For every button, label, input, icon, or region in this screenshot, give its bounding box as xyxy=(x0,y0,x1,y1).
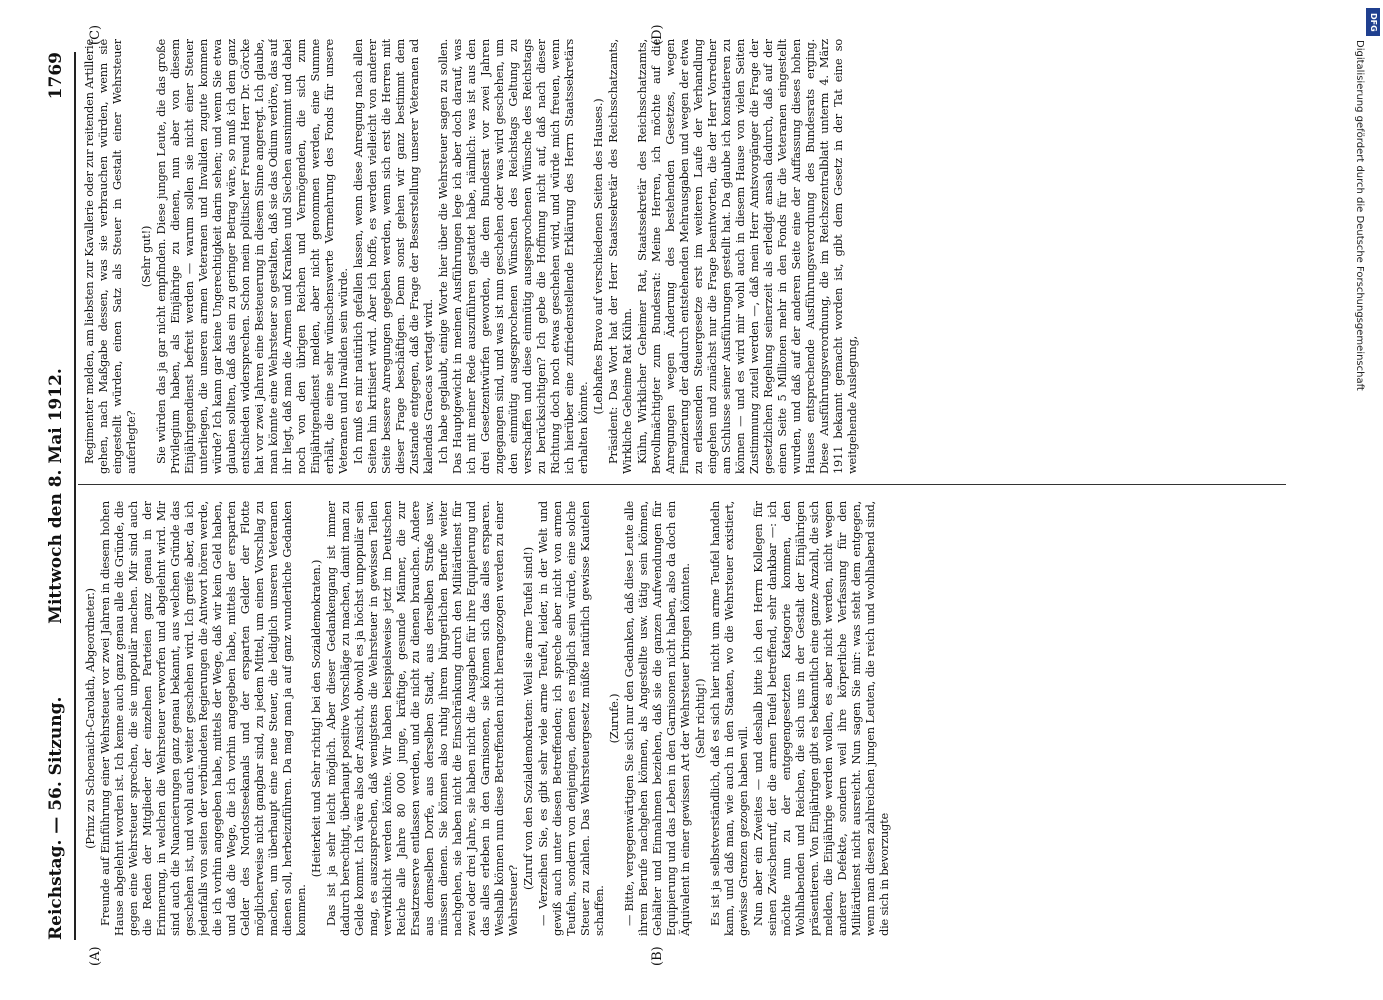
paragraph: Ich muß es mir natürlich gefallen lassen, wenn diese Anregung nach allen Seiten hin kritisiert wird. Aber ich hoffe, es werden vielleicht von anderer Seite bessere Anregungen gegeben werden, wenn sich erst die Herren mit dieser Frage beschäftigen. Denn sonst gehen wir ganz bestimmt dem Zustande entgegen, daß die Frage der Besserstellung unserer Veteranen ad kalendas Graecas vertagt wird. xyxy=(351,39,435,474)
stage-direction: (Sehr richtig!) xyxy=(693,678,707,759)
paragraph: Freunde auf Einführung einer Wehrsteuer vor zwei Jahren in diesem hohen Hause abgelehnt worden ist. Ich kenne auch ganz genau alle die Gründe, die gegen eine Wehrsteuer sprechen, die sie unpopulär machen. Mir sind auch die Reden der Mitglieder der einzelnen Parteien ganz genau in der Erinnerung, in welchen die Wehrsteuer verworfen und abgelehnt wird. Mir sind auch die Nuancierungen ganz genau bekannt, aus welchen Gründe das geschehen ist, und wohl auch weiter geschehen wird. Ich greife aber, da ich jedenfalls von seiten der verbündeten Regierungen die Antwort hören werde, die ich vorhin angegeben habe, mittels der Wege, daß wir kein Geld haben, und daß die Wege, die ich vorhin angegeben habe, mittels der ersparten Gelder des Nordostseekanals und der ersparten Gelder der Flotte möglicherweise nicht gangbar sind, zu jedem Mittel, um einen Vorschlag zu machen, um überhaupt eine neue Steuer, die lediglich unseren Veteranen dienen soll, herbeizuführen. Da mag man ja auf ganz wunderliche Gedanken kommen. xyxy=(98,501,308,936)
right-column xyxy=(82,39,1284,474)
column-divider xyxy=(78,484,1286,485)
page-number: 1769 xyxy=(46,52,66,100)
paragraph: Kühn, Wirklicher Geheimer Rat, Staatssekretär des Reichsschatzamts, Bevollmächtigter zum Bundesrat: Meine Herren, ich möchte auf die Anregungen wegen Änderung des bestehenden Gesetzes, wegen Finanzierung der dadurch entstehenden Mehrausgaben und wegen der etwa zu erlassenden Steuergesetze erst im weiteren Laufe der Verhandlung eingehen und zunächst nur die Frage beantworten, die der Herr Vorredner am Schlusse seiner Ausführungen gestellt hat. Da glaube ich konstatieren zu können — und es wird mir wohl auch in diesem Hause von vielen Seiten Zustimmung zuteil werden —, daß mein Herr Amtsvorgänger die Frage der gesetzlichen Regelung seinerzeit als erledigt ansah dadurch, daß auf der einen Seite 5 Millionen mehr in den Fonds für die Veteranen eingestellt wurden, und daß auf der anderen Seite eine der Auffassung dieses hohen Hauses entsprechende Ausführungsverordnung des Bundesrats erging. Diese Ausführungsverordnung, die im Reichszentralblatt unterm 4. März 1911 bekannt gemacht worden ist, gibt dem Gesetz in der Tat eine so weitgehende Auslegung, xyxy=(635,39,859,474)
stage-direction: (Zurufe.) xyxy=(607,693,621,744)
margin-mark-d: (D) xyxy=(650,24,665,45)
margin-mark-a: (A) xyxy=(88,946,103,966)
page-header xyxy=(46,52,70,940)
paragraph: — Bitte, vergegenwärtigen Sie sich nur den Gedanken, daß diese Leute alle ihrem Berufe nachgehen können, als Angestellte usw. tätig sein können, Gehälter und Einnahmen beziehen, daß sie die ganzen Aufwendungen für Equipierung und das Leben in den Garnisonen nicht haben, also da doch ein Äquivalent in einer gewissen Art der Wehrsteuer bringen könnten. xyxy=(622,501,692,936)
stage-direction: (Lebhaftes Bravo auf verschiedenen Seiten des Hauses.) xyxy=(591,98,605,415)
margin-mark-b: (B) xyxy=(650,946,665,966)
dfg-logo: DFG xyxy=(1366,8,1380,36)
header-left: Reichstag. — 56. Sitzung. xyxy=(46,696,66,940)
paragraph: — Verzeihen Sie, es gibt sehr viele arme Teufel, leider, in der Welt und gewiß auch unter diesen Betreffenden; ich spreche aber nicht von armen Teufeln, sondern von denjenigen, denen es möglich sein würde, eine solche Steuer zu zahlen. Das Wehrsteuergesetz müßte natürlich gewisse Kautelen schaffen. xyxy=(536,501,606,936)
paragraph: Regimenter melden, am liebsten zur Kavallerie oder zur reitenden Artillerie gehen, nach Maßgabe dessen, was sie verbrauchen würden, wenn sie eingestellt würden, einen Satz als Steuer in Gestalt einer Wehrsteuer auferlegte? xyxy=(82,39,138,474)
paragraph: Es ist ja selbstverständlich, daß es sich hier nicht um arme Teufel handeln kann, und daß man, wie auch in den Staaten, wo die Wehrsteuer existiert, gewisse Grenzen gezogen haben will. xyxy=(708,501,750,936)
header-rule xyxy=(74,52,76,940)
stage-direction: (Sehr gut!) xyxy=(139,225,153,288)
digitization-stamp: Digitalisierung gefördert durch die Deutsche Forschungsgemeinschaft xyxy=(1354,40,1365,391)
paragraph: Präsident: Das Wort hat der Herr Staatssekretär des Reichsschatzamts, Wirkliche Geheime Rat Kühn. xyxy=(606,39,634,474)
paragraph: Sie würden das ja gar nicht empfinden. Diese jungen Leute, die das große Privilegium haben, als Einjährige zu dienen, nun aber von diesem Einjährigendienst befreit werden — warum sollen sie nicht einer Steuer unterliegen, die unseren armen Veteranen und Invaliden zugute kommen würde? Ich kann gar keine Ungerechtigkeit darin sehen; und wenn Sie etwa glauben sollten, daß das ein zu geringer Betrag wäre, so muß ich dem ganz entschieden widersprechen. Schon mein politischer Freund Herr Dr. Görcke hat vor zwei Jahren eine Besteuerung in diesem Sinne angeregt. Ich glaube, man könnte eine Wehrsteuer so gestalten, daß sie das Odium verlöre, das auf ihr liegt, daß man die Armen und Kranken und Siechen ausnimmt und dabei noch von den übrigen Reichen und Vermögenden, die sich zum Einjährigendienst melden, aber nicht genommen werden, eine Summe erhält, die eine sehr wünschenswerte Vermehrung des Fonds für unsere Veteranen und Invaliden sein würde. xyxy=(154,39,350,474)
header-date: Mittwoch den 8. Mai 1912. xyxy=(46,368,66,624)
paragraph: Nun aber ein Zweites — und deshalb bitte ich den Herrn Kollegen für seinen Zwischenruf, der die armen Teufel betreffend, sehr dankbar —: ich möchte nun zu der entgegengesetzten Kategorie kommen, den Wohlhabenden und Reichen, die sich uns in der Gestalt der Einjährigen präsentieren. Von Einjährigen gibt es bekanntlich eine ganze Anzahl, die sich melden, die Einjährige werden wollen, es aber nicht werden, nicht wegen anderer Defekte, sondern weil ihre körperliche Verfassung für den Militärdienst nicht ausreicht. Nun sagen Sie mir: was steht dem entgegen, wenn man diesen zahlreichen jungen Leuten, die reich und wohlhabend sind, die sich in bevorzugte xyxy=(751,501,891,936)
left-column xyxy=(82,501,1284,936)
paragraph: Ich habe geglaubt, einige Worte hier über die Wehrsteuer sagen zu sollen. Das Hauptgewicht in meinen Ausführungen lege ich aber doch darauf, was ich mit meiner Rede auszuführen gestattet habe, nämlich: was ist aus den drei Gesetzentwürfen geworden, die dem Bundesrat vor zwei Jahren zugegangen sind, und was ist nun geschehen oder was wird geschehen, um den einmütig ausgesprochenen Wünschen des Reichstags Geltung zu verschaffen und diese einmütig ausgesprochenen Wünsche des Reichstags zu berücksichtigen? Ich gebe die Hoffnung nicht auf, daß nach dieser Richtung doch noch etwas geschehen wird, und würde mich freuen, wenn ich hierüber eine zufriedenstellende Erklärung des Herrn Staatssekretärs erhalten könnte. xyxy=(436,39,590,474)
stage-direction: (Heiterkeit und Sehr richtig! bei den Sozialdemokraten.) xyxy=(309,559,323,878)
margin-mark-c: (C) xyxy=(88,24,103,45)
stage-direction: (Prinz zu Schoenaich-Carolath, Abgeordneter.) xyxy=(83,588,97,849)
paragraph: Das ist ja sehr leicht möglich. Aber dieser Gedankengang ist immer dadurch berechtigt, überhaupt positive Vorschläge zu machen, damit man zu Gelde kommt. Ich wäre also der Ansicht, obwohl es ja höchst unpopulär sein mag, es auszusprechen, daß wenigstens die Wehrsteuer in gewissen Teilen verwirklicht werden könnte. Wir haben beispielsweise jetzt im Deutschen Reiche alle Jahre 80 000 junge, kräftige, gesunde Männer, die zur Ersatzreserve entlassen werden, und die nicht zu dienen brauchen. Andere aus demselben Dorfe, aus derselben Stadt, aus derselben Straße usw. müssen dienen. Sie können also ruhig ihrem bürgerlichen Berufe weiter nachgehen, sie haben nicht die Einschränkung durch den Militärdienst für zwei oder drei Jahre, sie haben nicht die Ausgaben für ihre Equipierung und das alles erleben in den Garnisonen, sie können sich das alles ersparen. Weshalb können nun diese Betreffenden nicht herangezogen werden zu einer Wehrsteuer? xyxy=(324,501,520,936)
stage-direction: (Zuruf von den Sozialdemokraten: Weil sie arme Teufel sind!) xyxy=(521,546,535,891)
